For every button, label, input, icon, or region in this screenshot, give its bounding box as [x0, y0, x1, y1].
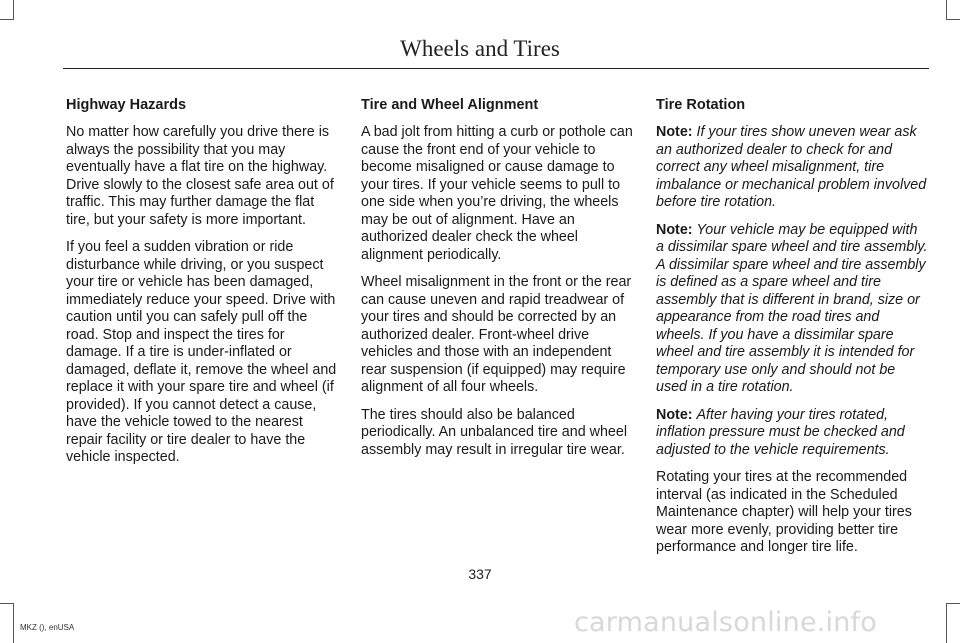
- column-right: [656, 96, 928, 567]
- column-left: [66, 96, 338, 477]
- section-heading-tire-rotation: Tire Rotation: [656, 97, 746, 113]
- note-label: Note:: [656, 124, 693, 140]
- paragraph: Rotating your tires at the recommended interval (as indicated in the Scheduled Maintenance chapter) will help your tires wear more evenly, providing better tire performance and longer tire life.: [656, 469, 912, 555]
- note-paragraph: [656, 222, 928, 397]
- note-label: Note:: [656, 406, 693, 423]
- crop-mark: [946, 0, 947, 20]
- column-middle: [361, 96, 633, 469]
- note-text: After having your tires rotated, inflation pressure must be checked and adjusted to the vehicle requirements.: [656, 406, 905, 458]
- note-text: If your tires show uneven wear ask an authorized dealer to check for and correct any wheel misalignment, tire imbalance or mechanical problem involved before tire rotation.: [656, 124, 927, 210]
- paragraph: If you feel a sudden vibration or ride disturbance while driving, or you suspect your tire or vehicle has been damaged, immediately reduce your speed. Drive with caution until you can safely pull off the road. Stop and inspect the tires for damage. If a tire is under-inflated or damaged, deflate it, remove the wheel and replace it with your spare tire and wheel (if provided). If you cannot detect a cause, have the vehicle towed to the nearest repair facility or tire dealer to have the vehicle inspected.: [66, 239, 337, 465]
- note-label: Note:: [656, 221, 693, 238]
- paragraph: Wheel misalignment in the front or the rear can cause uneven and rapid treadwear of your tires and should be corrected by an authorized dealer. Front-wheel drive vehicles and those with an independent rear suspension (if equipped) may require alignment of all four wheels.: [361, 274, 632, 395]
- crop-mark: [946, 603, 960, 604]
- crop-mark: [0, 603, 14, 604]
- watermark: carmanualsonline.info: [574, 607, 877, 638]
- crop-mark: [0, 19, 14, 20]
- crop-mark: [946, 19, 960, 20]
- page-header-title: Wheels and Tires: [400, 36, 560, 61]
- page-number: 337: [468, 566, 492, 582]
- header-divider: [63, 68, 929, 69]
- section-heading-alignment: Tire and Wheel Alignment: [361, 97, 539, 113]
- note-paragraph: [656, 407, 928, 460]
- paragraph: No matter how carefully you drive there is always the possibility that you may eventually have a flat tire on the highway. Drive slowly to the closest safe area out of traffic. This may further damage the flat tire, but your safety is more important.: [66, 124, 334, 228]
- section-heading-highway-hazards: Highway Hazards: [66, 97, 187, 113]
- note-paragraph: [656, 124, 928, 212]
- footer-code: MKZ (), enUSA: [20, 623, 75, 632]
- crop-mark: [13, 0, 14, 20]
- crop-mark: [13, 603, 14, 643]
- paragraph: The tires should also be balanced periodically. An unbalanced tire and wheel assembly may result in irregular tire wear.: [361, 406, 627, 458]
- note-text: Your vehicle may be equipped with a dissimilar spare wheel and tire assembly. A dissimilar spare wheel and tire assembly is defined as a spare wheel and tire assembly that is different in brand, size or appearance from the road tires and wheels. If you have a dissimilar spare wheel and tire assembly it is intended for temporary use only and should not be used in a tire rotation.: [656, 221, 928, 395]
- crop-mark: [946, 603, 947, 643]
- paragraph: A bad jolt from hitting a curb or pothole can cause the front end of your vehicle to become misaligned or cause damage to your tires. If your vehicle seems to pull to one side when you’re driving, the wheels may be out of alignment. Have an authorized dealer check the wheel alignment periodically.: [361, 124, 633, 263]
